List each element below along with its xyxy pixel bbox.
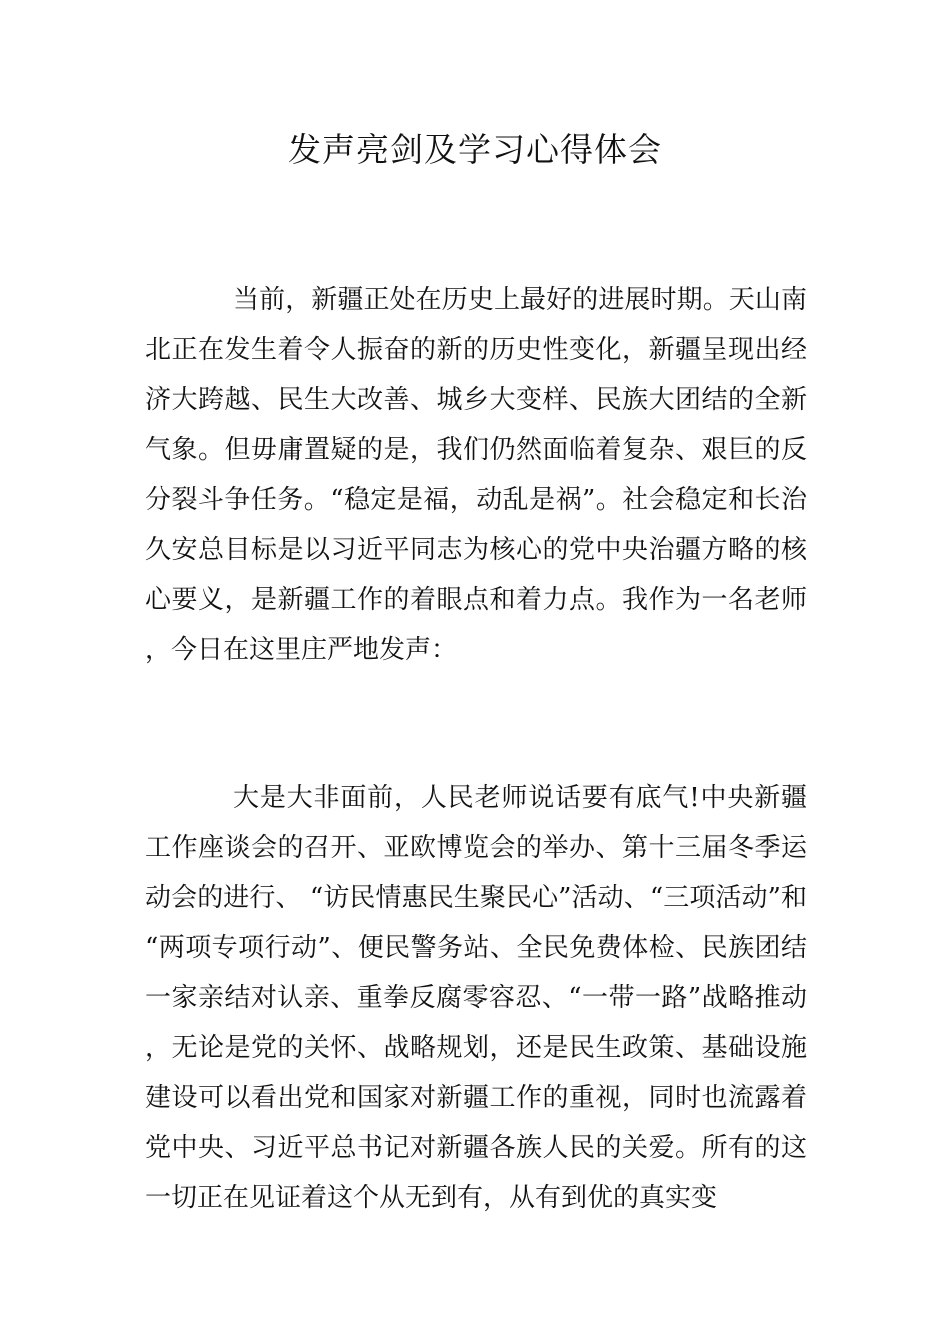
- paragraph-2: 大是大非面前，人民老师说话要有底气!中央新疆工作座谈会的召开、亚欧博览会的举办、第十三届冬季运动会的进行、 “访民情惠民生聚民心”活动、“三项活动”和“两项专项行动”、便民警务站、全民免费体检、民族团结一家亲结对认亲、重拳反腐零容忍、“一带一路”战略推动，无论是党的关怀、战略规划，还是民生政策、基础设施建设可以看出党和国家对新疆工作的重视，同时也流露着党中央、习近平总书记对新疆各族人民的关爱。所有的这一切正在见证着这个从无到有，从有到优的真实变: [145, 783, 807, 1213]
- document-title: 发声亮剑及学习心得体会: [288, 130, 662, 169]
- paragraph-1: 当前，新疆正处在历史上最好的进展时期。天山南北正在发生着令人振奋的新的历史性变化，新疆呈现出经济大跨越、民生大改善、城乡大变样、民族大团结的全新气象。但毋庸置疑的是，我们仍然面临着复杂、艰巨的反分裂斗争任务。“稳定是福，动乱是祸”。社会稳定和长治久安总目标是以习近平同志为核心的党中央治疆方略的核心要义，是新疆工作的着眼点和着力点。我作为一名老师，今日在这里庄严地发声：: [145, 285, 807, 665]
